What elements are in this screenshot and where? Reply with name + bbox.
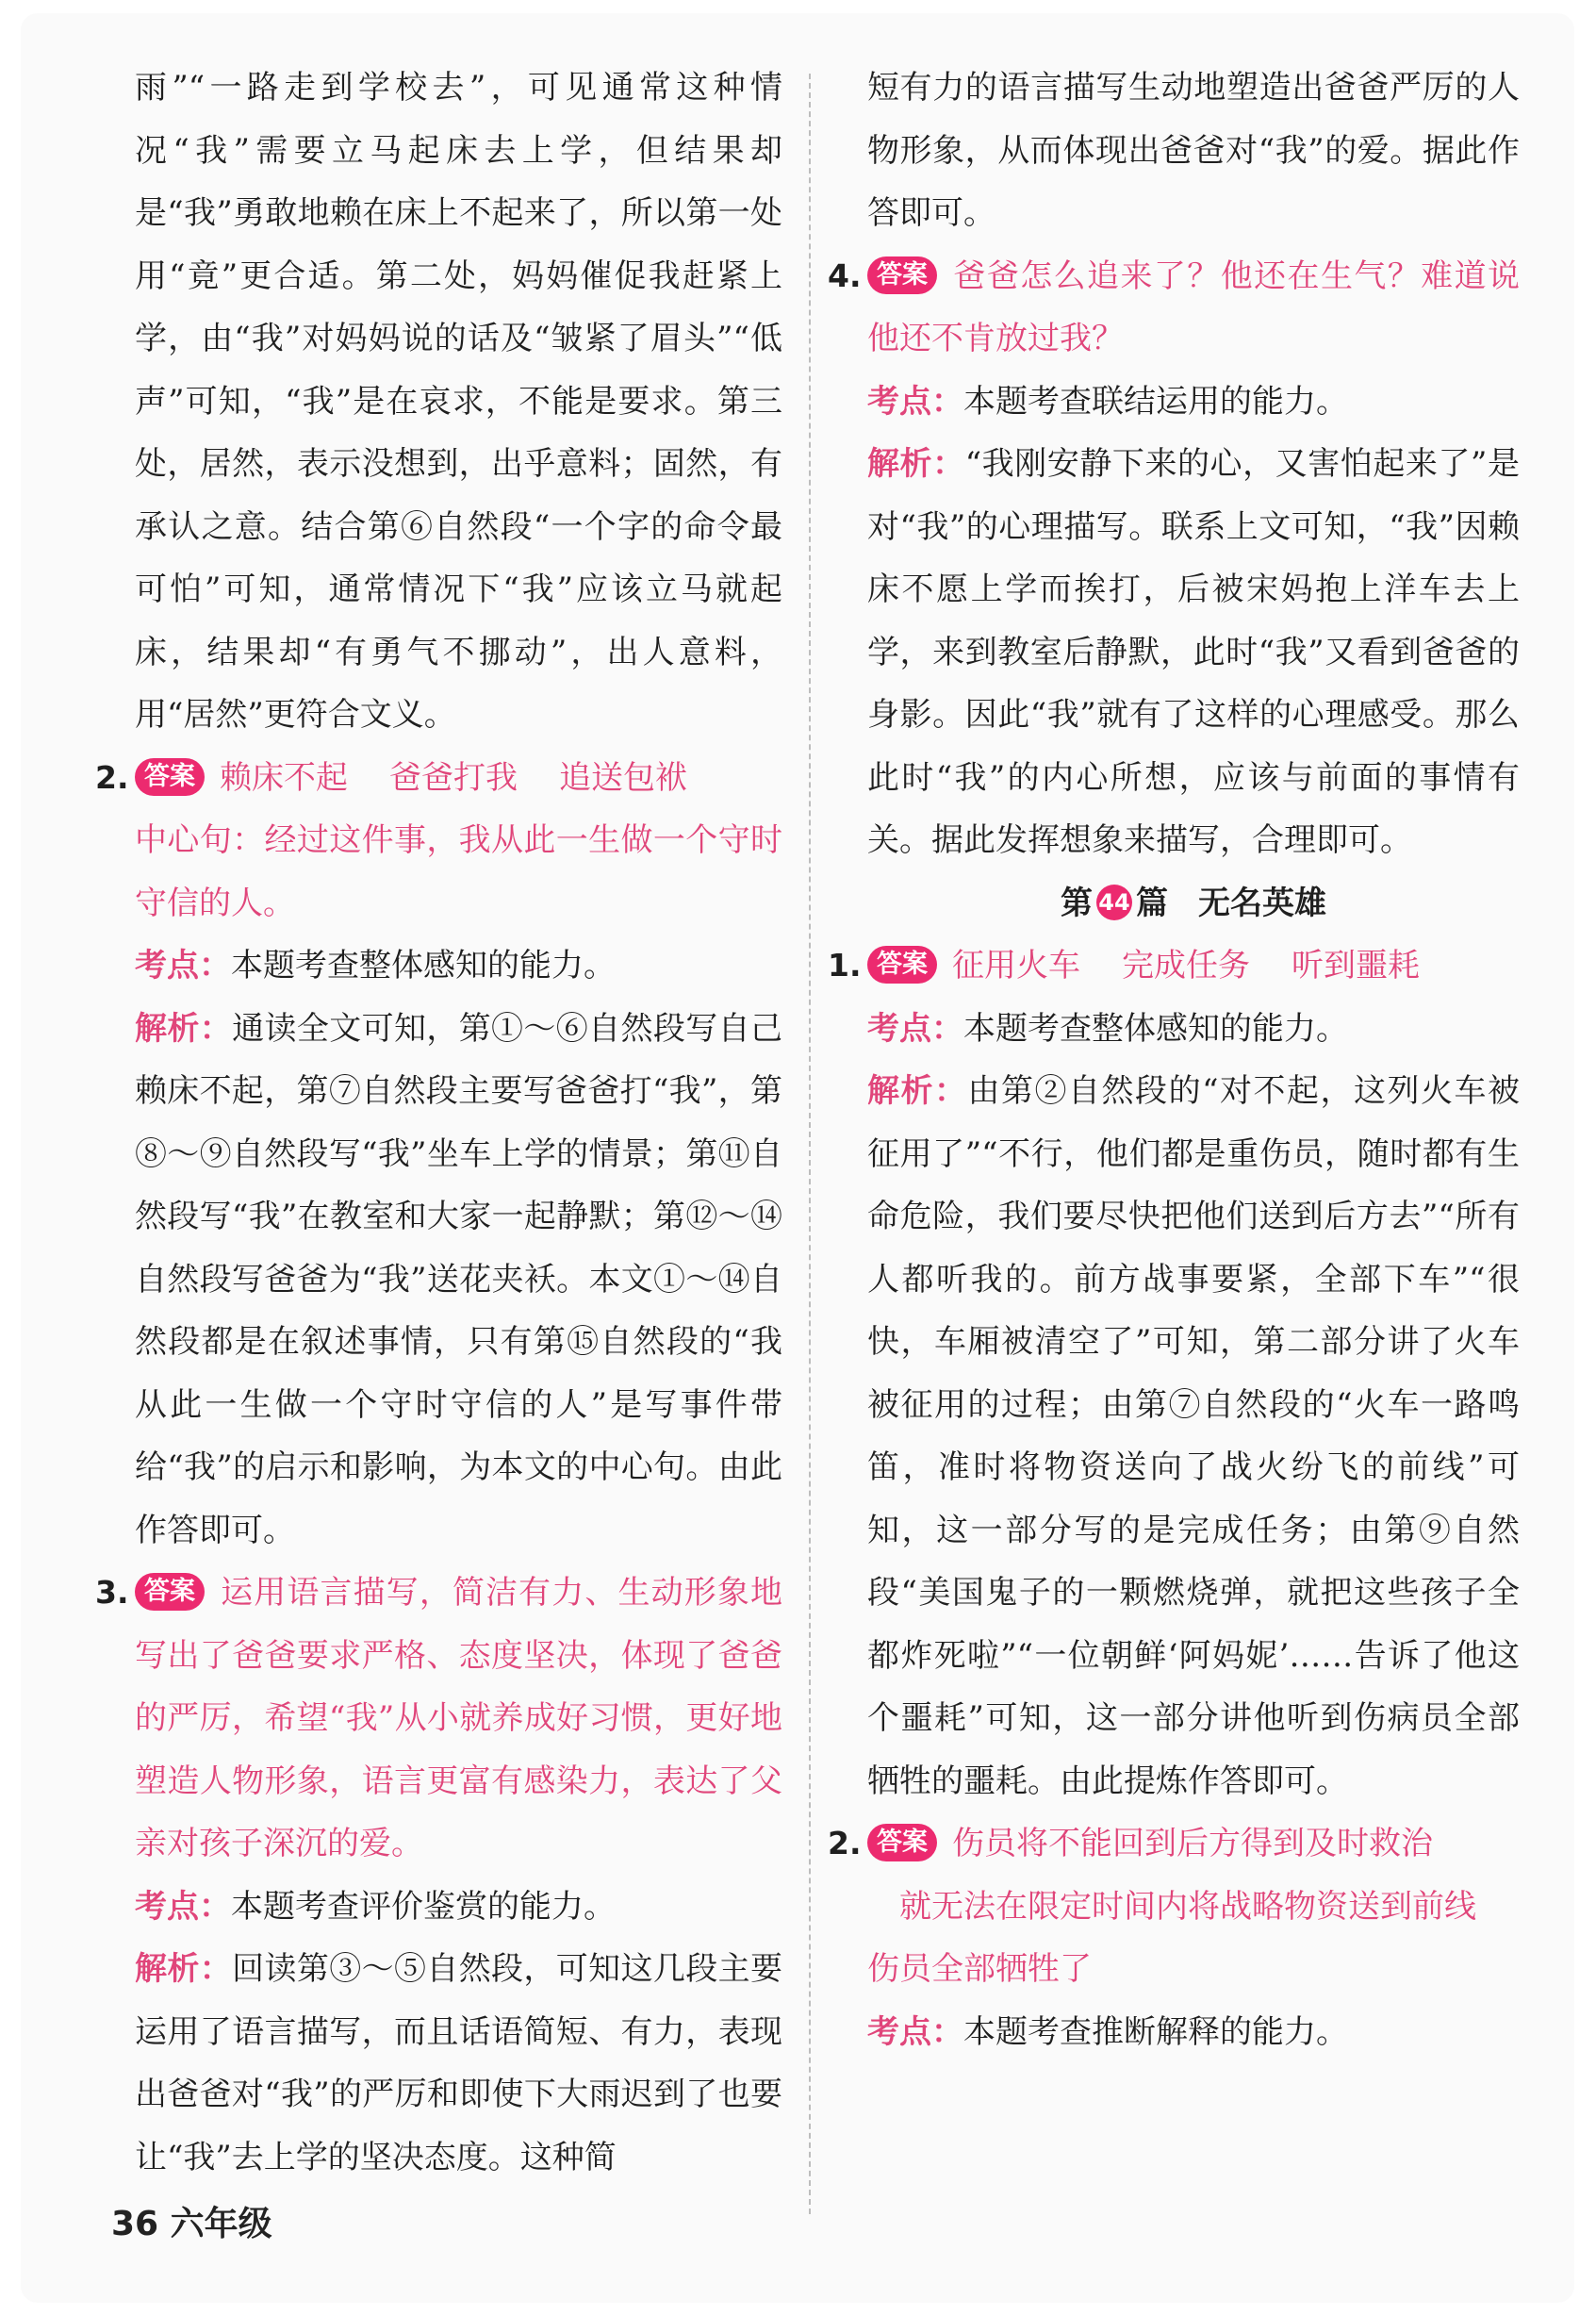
- answer-badge: 答案: [867, 256, 937, 294]
- answer-text: 听到噩耗: [1292, 947, 1420, 984]
- intro-paragraph: 雨”“一路走到学校去”，可见通常这种情况“我”需要立马起床去上学，但结果却是“我”勇敢地赖在床上不起来了，所以第一处用“竟”更合适。第二处，妈妈催促我赶紧上学，由“我”对妈妈说的话及“皱紧了眉头”“低声”可知，“我”是在哀求，不能是要求。第三处，居然，表示没想到，出乎意料；固然，有承认之意。结合第⑥自然段“一个字的命令最可怕”可知，通常情况下“我”应该立马就起床，结果却“有勇气不挪动”，出人意料，用“居然”更符合文义。: [135, 69, 782, 734]
- answer-badge: 答案: [867, 1824, 937, 1861]
- kaodian-label: 考点：: [135, 947, 231, 984]
- kaodian: [867, 371, 1520, 434]
- left-column: [95, 57, 783, 2189]
- question-number: 2.: [95, 758, 129, 796]
- q3-continued-paragraph: 短有力的语言描写生动地塑造出爸爸严厉的人物形象，从而体现出爸爸对“我”的爱。据此作答即可。: [867, 69, 1520, 232]
- grade-label: 六年级: [170, 2205, 272, 2243]
- kaodian-label: 考点：: [867, 1009, 963, 1048]
- answer-badge: 答案: [135, 1573, 205, 1611]
- column-divider: [809, 74, 811, 2214]
- answer-text: 爸爸怎么追来了？他还在生气？难道说他还不肯放过我？: [867, 256, 1520, 357]
- answer-text: 运用语言描写，简洁有力、生动形象地写出了爸爸要求严格、态度坚决，体现了爸爸的严厉，希望“我”从小就养成好习惯，更好地塑造人物形象，语言更富有感染力，表达了父亲对孩子深沉的爱。: [135, 1574, 782, 1862]
- kaodian: [867, 2001, 1520, 2064]
- answer-central-sentence: 中心句：经过这件事，我从此一生做一个守时守信的人。: [135, 821, 782, 922]
- kaodian-text: 本题考查整体感知的能力。: [963, 1009, 1348, 1048]
- kaodian-label: 考点：: [867, 2012, 963, 2051]
- section-name: 无名英雄: [1198, 884, 1326, 922]
- page-number: 36: [111, 2205, 159, 2243]
- section-number: 44: [1096, 885, 1132, 920]
- kaodian: [135, 1876, 782, 1939]
- kaodian-text: 本题考查联结运用的能力。: [963, 382, 1348, 421]
- section-question-2: [828, 1812, 1520, 2063]
- question-number: 4.: [828, 256, 862, 294]
- answer-text: 爸爸打我: [389, 758, 518, 797]
- kaodian-label: 考点：: [867, 382, 963, 421]
- kaodian-label: 考点：: [135, 1887, 231, 1926]
- answer-text: 赖床不起: [220, 758, 348, 797]
- answer-text: 就无法在限定时间内将战略物资送到前线: [899, 1887, 1476, 1926]
- jiexi-label: 解析：: [135, 1009, 233, 1048]
- answer-badge: 答案: [867, 946, 937, 984]
- answer-text: 完成任务: [1122, 947, 1250, 984]
- jiexi-text: 通读全文可知，第①～⑥自然段写自己赖床不起，第⑦自然段主要写爸爸打“我”，第⑧～⑨自然段写“我”坐车上学的情景；第⑪自然段写“我”在教室和大家一起静默；第⑫～⑭自然段写爸爸为“我”送花夹袄。本文①～⑭自然段都是在叙述事情，只有第⑮自然段的“我从此一生做一个守时守信的人”是写事件带给“我”的启示和影响，为本文的中心句。由此作答即可。: [135, 1009, 783, 1549]
- jiexi-label: 解析：: [867, 445, 965, 483]
- answer-text: 追送包袱: [559, 758, 687, 797]
- jiexi-label: 解析：: [867, 1072, 968, 1110]
- question-3: [95, 1562, 783, 2189]
- jiexi: [135, 1938, 782, 2189]
- answer-text: 伤员全部牺牲了: [867, 1950, 1092, 1988]
- kaodian: [135, 935, 782, 998]
- kaodian-text: 本题考查评价鉴赏的能力。: [231, 1887, 616, 1926]
- jiexi: [135, 998, 782, 1563]
- section-question-1: [828, 935, 1521, 1812]
- question-2: [95, 747, 783, 1563]
- jiexi: [867, 433, 1520, 872]
- kaodian: [867, 998, 1520, 1061]
- answer-text: 伤员将不能回到后方得到及时救治: [952, 1825, 1433, 1862]
- section-title: [867, 872, 1520, 935]
- jiexi: [867, 1060, 1520, 1812]
- jiexi-label: 解析：: [135, 1950, 233, 1988]
- right-column: [828, 57, 1521, 2063]
- section-prefix: 第: [1061, 884, 1093, 922]
- kaodian-text: 本题考查推断解释的能力。: [963, 2012, 1348, 2051]
- jiexi-text: “我刚安静下来的心，又害怕起来了”是对“我”的心理描写。联系上文可知，“我”因赖床不愿上学而挨打，后被宋妈抱上洋车去上学，来到教室后静默，此时“我”又看到爸爸的身影。因此“我”就有了这样的心理感受。那么此时“我”的内心所想，应该与前面的事情有关。据此发挥想象来描写，合理即可。: [867, 445, 1520, 859]
- section-suffix: 篇: [1136, 884, 1168, 922]
- jiexi-text: 回读第③～⑤自然段，可知这几段主要运用了语言描写，而且话语简短、有力，表现出爸爸对“我”的严厉和即使下大雨迟到了也要让“我”去上学的坚决态度。这种简: [135, 1950, 783, 2176]
- page-footer: [111, 2197, 272, 2245]
- question-number: 3.: [95, 1574, 129, 1611]
- question-number: 2.: [828, 1825, 862, 1861]
- answer-text: 征用火车: [952, 947, 1080, 984]
- kaodian-text: 本题考查整体感知的能力。: [231, 947, 616, 984]
- jiexi-text: 由第②自然段的“对不起，这列火车被征用了”“不行，他们都是重伤员，随时都有生命危险，我们要尽快把他们送到后方去”“所有人都听我的。前方战事要紧，全部下车”“很快，车厢被清空了”可知，第二部分讲了火车被征用的过程；由第⑦自然段的“火车一路鸣笛，准时将物资送向了战火纷飞的前线”可知，这一部分写的是完成任务；由第⑨自然段“美国鬼子的一颗燃烧弹，就把这些孩子全都炸死啦”“一位朝鲜‘阿妈妮’……告诉了他这个噩耗”可知，这一部分讲他听到伤病员全部牺牲的噩耗。由此提炼作答即可。: [867, 1072, 1521, 1800]
- question-4: [828, 245, 1520, 872]
- answer-badge: 答案: [135, 758, 205, 796]
- question-number: 1.: [828, 947, 862, 984]
